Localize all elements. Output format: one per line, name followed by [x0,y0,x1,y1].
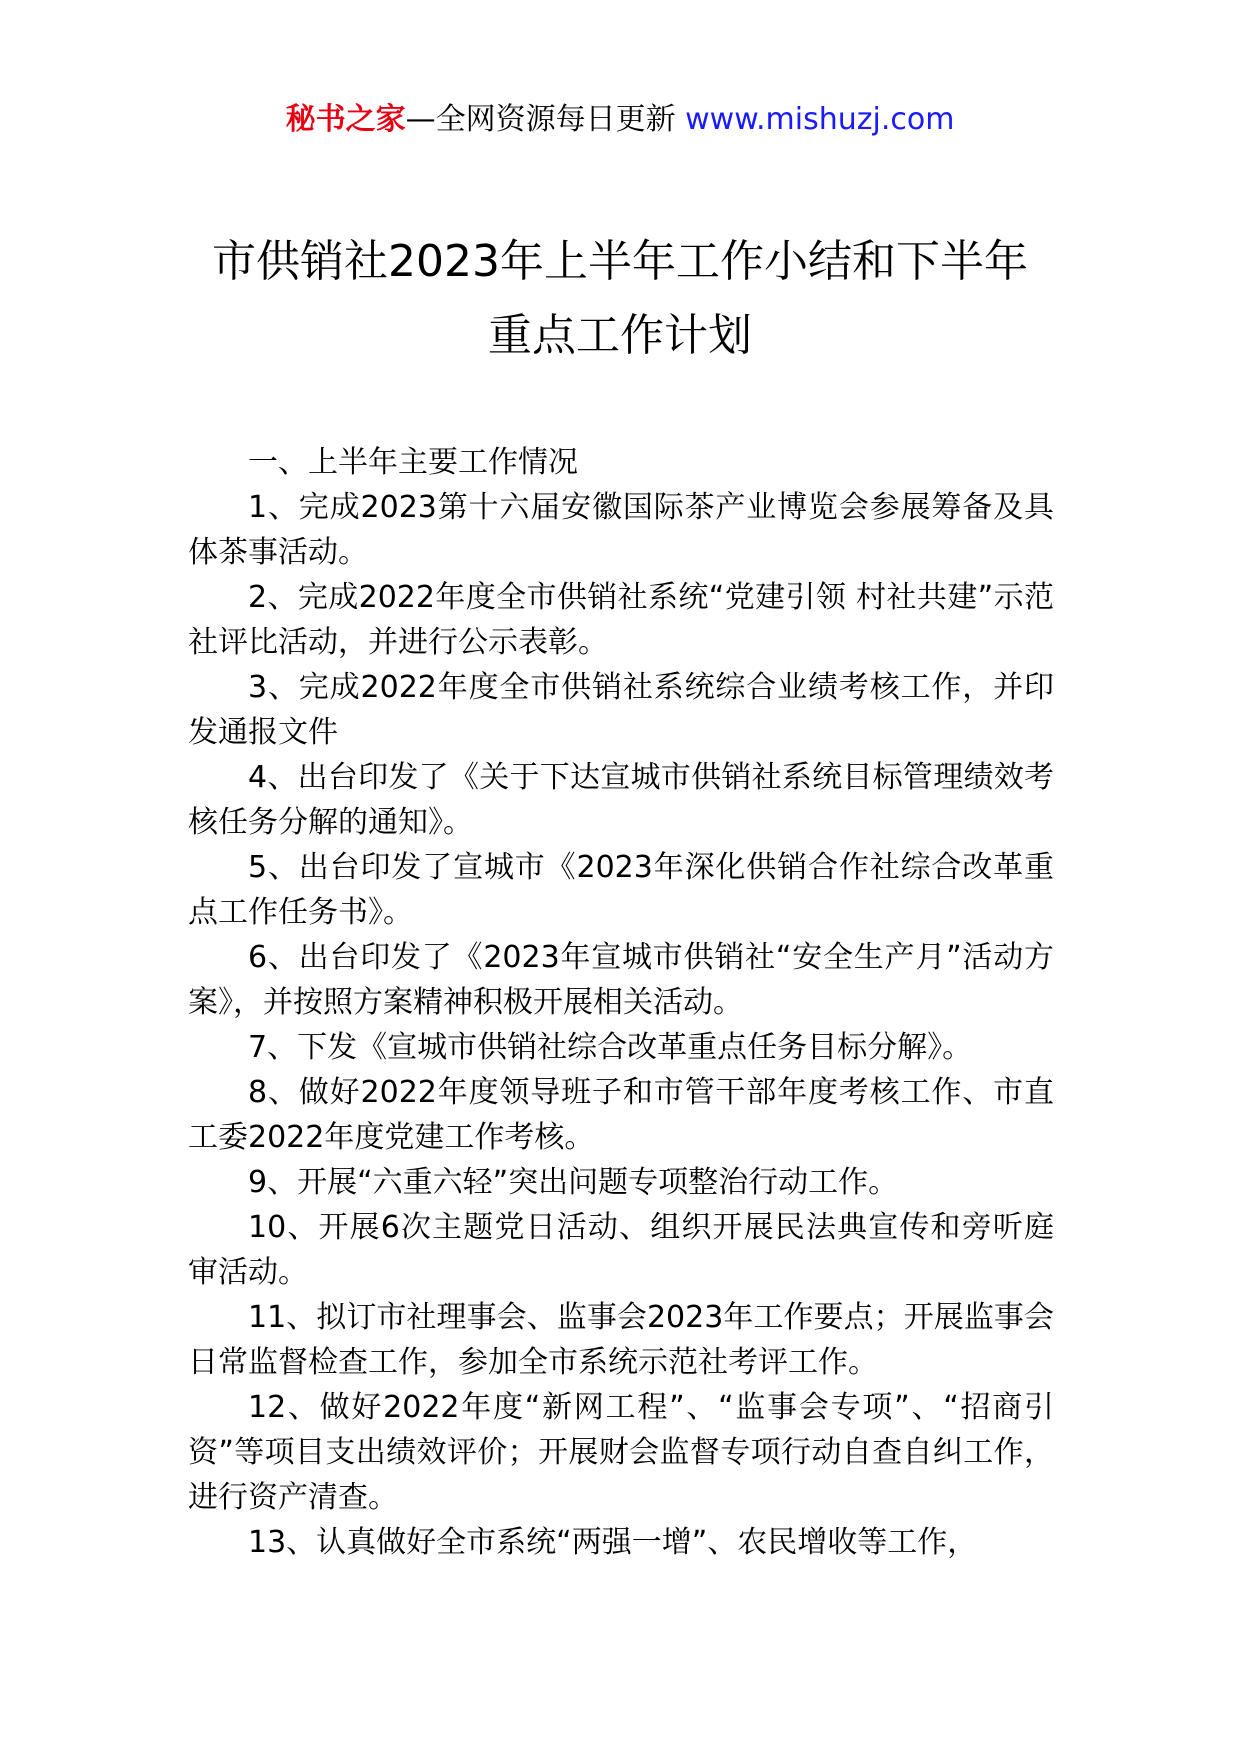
list-item: 8、做好2022年度领导班子和市管干部年度考核工作、市直工委2022年度党建工作考核。 [188,1075,1054,1155]
site-tagline: —全网资源每日更新 [405,102,686,137]
list-item: 1、完成2023第十六届安徽国际茶产业博览会参展筹备及具体茶事活动。 [188,490,1054,570]
list-item: 11、拟订市社理事会、监事会2023年工作要点；开展监事会日常监督检查工作，参加全市系统示范社考评工作。 [188,1300,1054,1380]
list-item: 5、出台印发了宣城市《2023年深化供销合作社综合改革重点工作任务书》。 [188,850,1054,930]
list-item: 6、出台印发了《2023年宣城市供销社“安全生产月”活动方案》，并按照方案精神积极开展相关活动。 [188,940,1054,1020]
list-item: 7、下发《宣城市供销社综合改革重点任务目标分解》。 [248,1030,973,1065]
list-item: 4、出台印发了《关于下达宣城市供销社系统目标管理绩效考核任务分解的通知》。 [188,760,1054,840]
document-body [188,440,1054,1565]
list-item: 3、完成2022年度全市供销社系统综合业绩考核工作，并印发通报文件 [188,670,1054,750]
title-line-2: 重点工作计划 [488,310,752,361]
list-item: 10、开展6次主题党日活动、组织开展民法典宣传和旁听庭审活动。 [188,1210,1054,1290]
list-item: 9、开展“六重六轻”突出问题专项整治行动工作。 [248,1165,899,1200]
document-title [150,225,1090,373]
brand-name: 秘书之家 [285,102,406,137]
title-line-1: 市供销社2023年上半年工作小结和下半年 [212,236,1028,287]
list-item: 12、做好2022年度“新网工程”、“监事会专项”、“招商引资”等项目支出绩效评价；开展财会监督专项行动自查自纠工作，进行资产清查。 [188,1390,1054,1515]
site-header [0,100,1240,140]
list-item: 13、认真做好全市系统“两强一增”、农民增收等工作， [248,1525,978,1560]
list-item: 2、完成2022年度全市供销社系统“党建引领 村社共建”示范社评比活动，并进行公示表彰。 [188,580,1054,660]
site-url[interactable]: www.mishuzj.com [685,102,955,137]
section-heading: 一、上半年主要工作情况 [248,445,578,480]
